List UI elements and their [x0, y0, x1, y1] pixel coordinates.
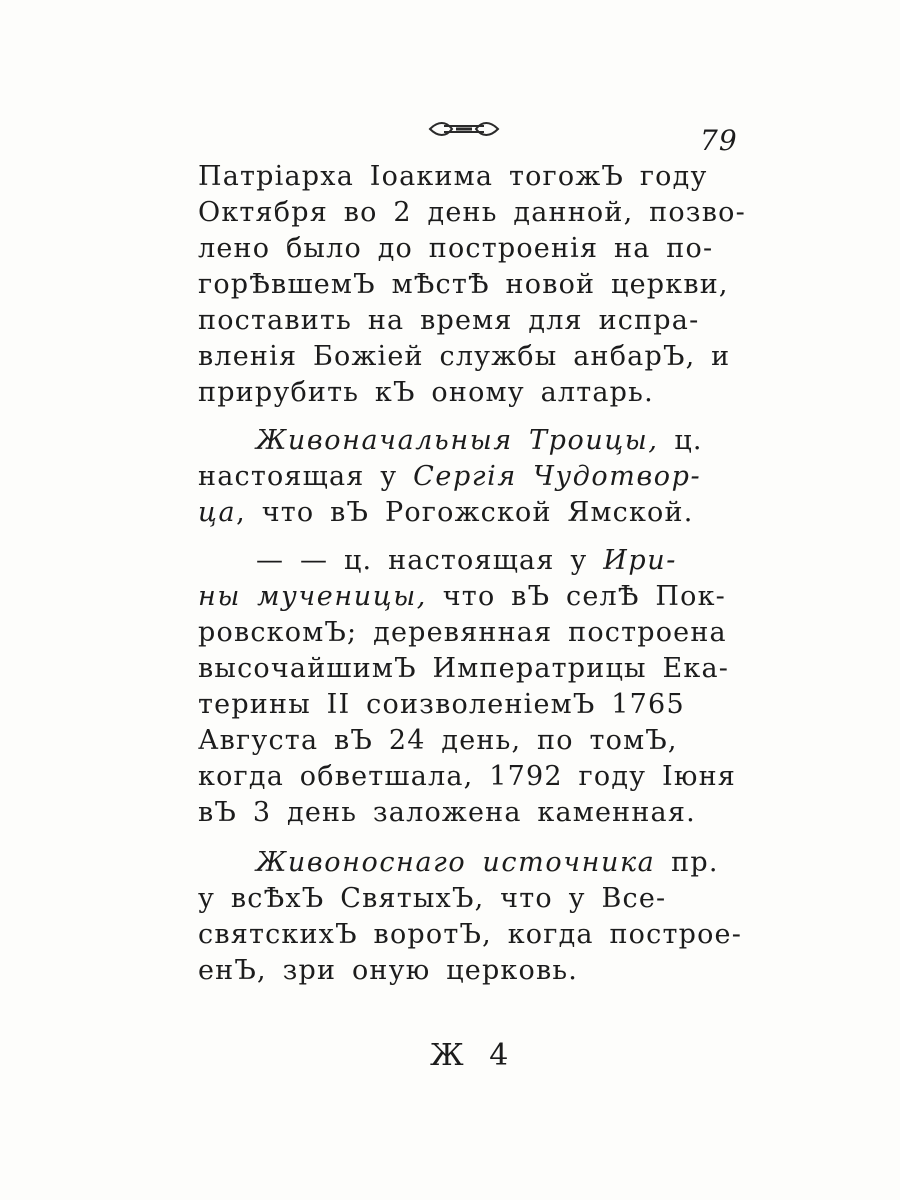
text-line	[198, 160, 708, 194]
text-segment: что вЪ селѢ Пок-	[426, 581, 727, 612]
text-line	[198, 268, 729, 302]
text-line	[198, 460, 701, 494]
text-segment: Октября во 2 день данной, позво-	[198, 197, 746, 228]
text-segment: настоящая у	[198, 461, 414, 492]
text-segment: ровскомЪ; деревянная построена	[198, 617, 727, 648]
text-segment: вленія Божіей службы анбарЪ, и	[198, 341, 731, 372]
text-line	[198, 340, 730, 374]
text-line	[256, 846, 719, 880]
text-line	[256, 544, 677, 578]
page-number: 79	[700, 124, 738, 157]
text-line	[198, 724, 678, 758]
text-line	[198, 376, 654, 410]
church-name: Живоначальныя Троицы,	[256, 425, 659, 456]
text-segment: поставить на время для испра-	[198, 305, 700, 336]
text-line	[198, 882, 666, 916]
text-line	[198, 796, 696, 830]
text-line	[198, 616, 727, 650]
text-line	[198, 496, 694, 530]
text-line	[198, 580, 726, 614]
italic-name: ца	[198, 497, 237, 528]
text-line	[198, 232, 713, 266]
text-line	[198, 760, 736, 794]
text-line	[198, 652, 729, 686]
text-line	[198, 304, 699, 338]
text-line	[198, 196, 746, 230]
text-line	[256, 424, 703, 458]
text-segment: вЪ 3 день заложена каменная.	[198, 797, 696, 828]
text-line	[198, 688, 685, 722]
text-segment: терины II соизволеніемЪ 1765	[198, 689, 685, 720]
text-segment: ц.	[658, 425, 703, 456]
italic-name: Ири-	[603, 545, 677, 576]
text-segment: — — ц. настоящая у	[256, 545, 604, 576]
italic-name: ны мученицы,	[198, 581, 427, 612]
church-name: Живоноснаго источника	[256, 847, 656, 878]
text-segment: лено было до построенія на по-	[198, 233, 714, 264]
text-segment: у всѢхЪ СвятыхЪ, что у Все-	[198, 883, 667, 914]
text-segment: высочайшимЪ Императрицы Ека-	[198, 653, 730, 684]
text-segment: , что вЪ Рогожской Ямской.	[236, 497, 694, 528]
text-segment: пр.	[655, 847, 719, 878]
text-segment: прирубить кЪ оному алтарь.	[198, 377, 654, 408]
text-segment: когда обветшала, 1792 году Іюня	[198, 761, 737, 792]
text-line	[198, 954, 578, 988]
signature-mark: Ж 4	[430, 1038, 517, 1073]
italic-name: Сергія Чудотвор-	[413, 461, 702, 492]
text-line	[198, 918, 742, 952]
text-segment: Патріарха Іоакима тогожЪ году	[198, 161, 708, 192]
text-segment: горѢвшемЪ мѢстѢ новой церкви,	[198, 269, 729, 300]
text-segment: енЪ, зри оную церковь.	[198, 955, 579, 986]
text-segment: Августа вЪ 24 день, по томЪ,	[198, 725, 678, 756]
text-segment: святскихЪ воротЪ, когда построе-	[198, 919, 743, 950]
